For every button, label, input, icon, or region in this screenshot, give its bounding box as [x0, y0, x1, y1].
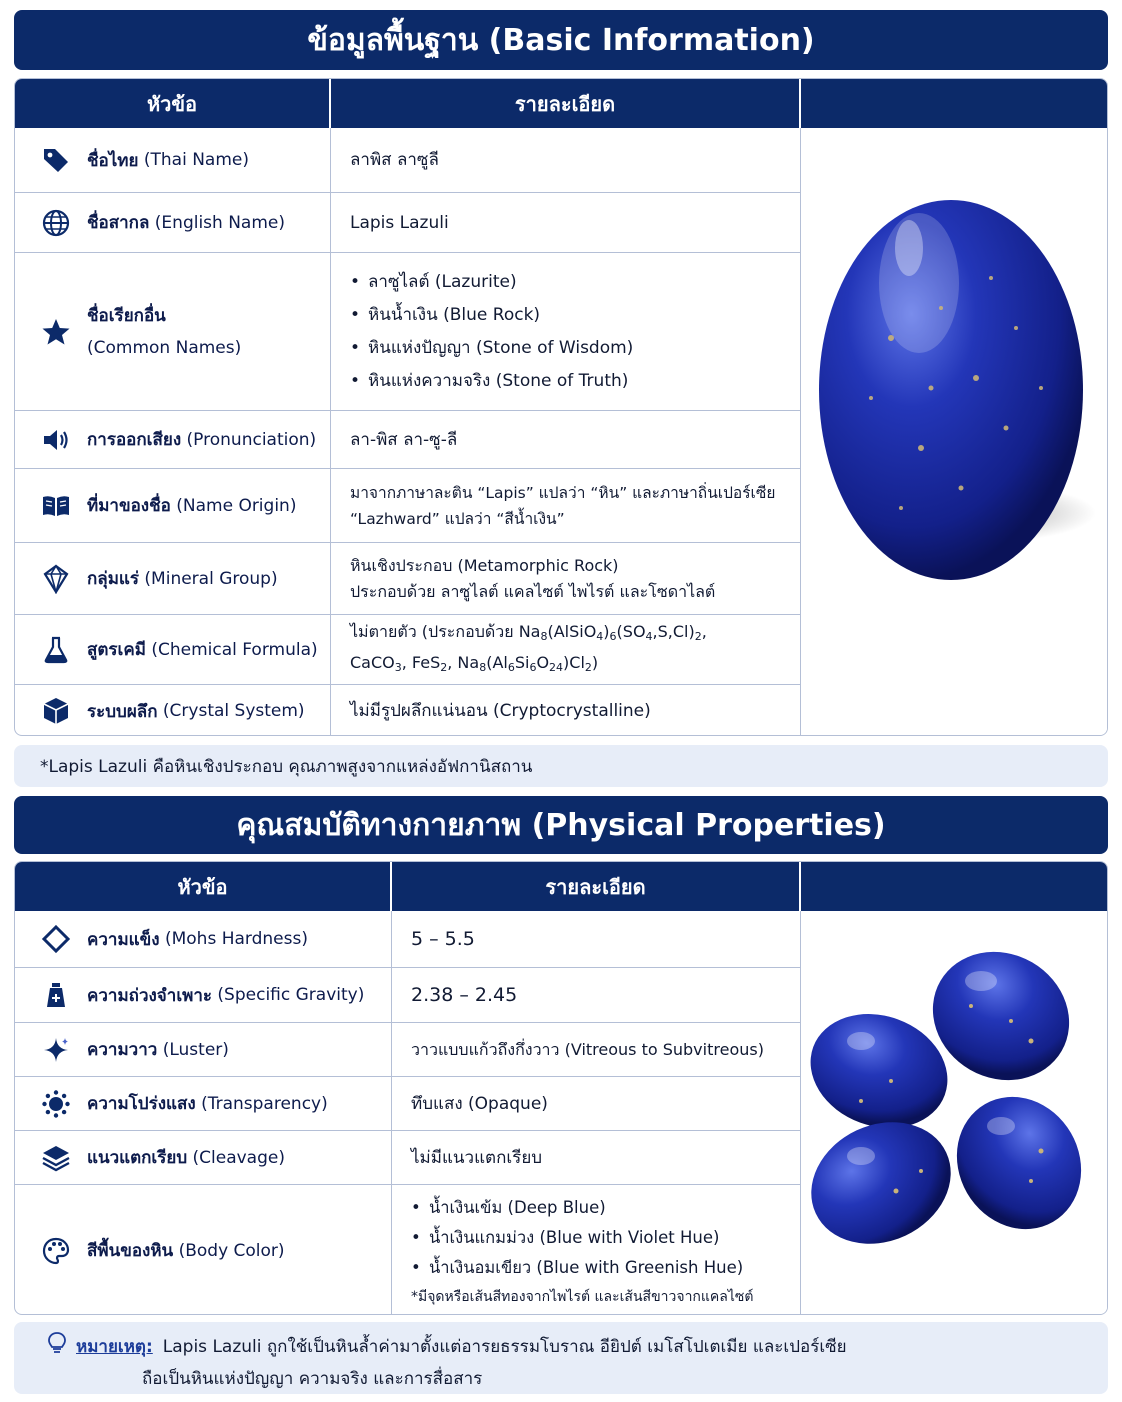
cube-icon	[39, 694, 73, 728]
col-detail-header: รายละเอียด	[392, 862, 801, 911]
table-row	[15, 1185, 801, 1315]
table-row	[15, 1077, 801, 1131]
note-box	[14, 1322, 1108, 1394]
label-body-color: สีพื้นของหิน (Body Color)	[15, 1185, 392, 1315]
table-row	[15, 685, 801, 736]
label-hardness: ความแข็ง (Mohs Hardness)	[15, 911, 392, 967]
note-text-line1: Lapis Lazuli ถูกใช้เป็นหินล้ำค่ามาตั้งแต่อารยธรรมโบราณ อียิปต์ เมโสโปเตเมีย และเปอร์เซีย	[162, 1337, 847, 1357]
col-photo-header	[801, 79, 1107, 128]
label-luster: ความวาว (Luster)	[15, 1023, 392, 1076]
table-row	[15, 128, 801, 193]
label-chemical-formula: สูตรเคมี (Chemical Formula)	[15, 615, 331, 684]
value-english-name: Lapis Lazuli	[331, 193, 801, 252]
lapis-stones-photo	[801, 911, 1107, 1314]
table-row	[15, 193, 801, 253]
sparkle-icon	[39, 1033, 73, 1067]
label-pronunciation: การออกเสียง (Pronunciation)	[15, 411, 331, 468]
col-photo-header	[801, 862, 1107, 911]
value-name-origin: มาจากภาษาละติน “Lapis” แปลว่า “หิน” และภาษาถิ่นเปอร์เซีย “Lazhward” แปลว่า “สีน้ำเงิน”	[331, 469, 801, 542]
col-topic-header: หัวข้อ	[15, 862, 392, 911]
value-pronunciation: ลา-พิส ลา-ซู-ลี	[331, 411, 801, 468]
label-cleavage: แนวแตกเรียบ (Cleavage)	[15, 1131, 392, 1184]
table-header	[15, 79, 1107, 128]
body-color-subnote: *มีจุดหรือเส้นสีทองจากไพไรต์ และเส้นสีขาวจากแคลไซต์	[411, 1288, 754, 1305]
lapis-stone-photo	[801, 128, 1107, 735]
value-common-names	[331, 253, 801, 410]
label-thai-name: ชื่อไทย (Thai Name)	[15, 128, 331, 192]
label-mineral-group: กลุ่มแร่ (Mineral Group)	[15, 543, 331, 614]
value-specific-gravity: 2.38 – 2.45	[392, 968, 801, 1022]
col-topic-header: หัวข้อ	[15, 79, 331, 128]
table-row	[15, 253, 801, 411]
list-item: • น้ำเงินแกมม่วง (Blue with Violet Hue)	[411, 1223, 792, 1253]
table-row	[15, 911, 801, 968]
globe-icon	[39, 206, 73, 240]
basic-info-title: ข้อมูลพื้นฐาน (Basic Information)	[14, 10, 1108, 70]
sun-icon	[39, 1087, 73, 1121]
label-specific-gravity: ความถ่วงจำเพาะ (Specific Gravity)	[15, 968, 392, 1022]
table-row	[15, 615, 801, 685]
table-row	[15, 469, 801, 543]
value-thai-name: ลาพิส ลาซูลี	[331, 128, 801, 192]
label-transparency: ความโปร่งแสง (Transparency)	[15, 1077, 392, 1130]
label-crystal-system: ระบบผลึก (Crystal System)	[15, 685, 331, 736]
value-hardness: 5 – 5.5	[392, 911, 801, 967]
value-body-color	[392, 1185, 801, 1315]
diamond-outline-icon	[39, 922, 73, 956]
book-icon	[39, 489, 73, 523]
weight-icon	[39, 978, 73, 1012]
note-heading: หมายเหตุ:	[76, 1337, 153, 1357]
label-common-names: ชื่อเรียกอื่น (Common Names)	[15, 253, 331, 410]
speaker-icon	[39, 423, 73, 457]
star-icon	[39, 315, 73, 349]
list-item: • หินน้ำเงิน (Blue Rock)	[350, 299, 792, 332]
value-cleavage: ไม่มีแนวแตกเรียบ	[392, 1131, 801, 1184]
lightbulb-icon	[48, 1332, 68, 1364]
physical-properties-table	[14, 861, 1108, 1315]
table-row	[15, 968, 801, 1023]
table-row	[15, 1023, 801, 1077]
flask-icon	[39, 633, 73, 667]
col-detail-header: รายละเอียด	[331, 79, 801, 128]
value-crystal-system: ไม่มีรูปผลึกแน่นอน (Cryptocrystalline)	[331, 685, 801, 736]
list-item: • หินแห่งความจริง (Stone of Truth)	[350, 365, 792, 398]
value-luster: วาวแบบแก้วถึงกึ่งวาว (Vitreous to Subvitreous)	[392, 1023, 801, 1076]
value-transparency: ทึบแสง (Opaque)	[392, 1077, 801, 1130]
table-row	[15, 543, 801, 615]
label-english-name: ชื่อสากล (English Name)	[15, 193, 331, 252]
basic-info-table	[14, 78, 1108, 736]
value-mineral-group: หินเชิงประกอบ (Metamorphic Rock) ประกอบด้วย ลาซูไลต์ แคลไซต์ ไพไรต์ และโซดาไลต์	[331, 543, 801, 614]
list-item: • ลาซูไลต์ (Lazurite)	[350, 266, 792, 299]
layers-icon	[39, 1141, 73, 1175]
list-item: • น้ำเงินเข้ม (Deep Blue)	[411, 1193, 792, 1223]
physical-properties-title: คุณสมบัติทางกายภาพ (Physical Properties)	[14, 796, 1108, 854]
label-name-origin: ที่มาของชื่อ (Name Origin)	[15, 469, 331, 542]
value-chemical-formula: ไม่ตายตัว (ประกอบด้วย $Na_8(AlSiO_4)_6(SO_4,S,Cl)_2$, CaCO$_3$, FeS$_2$, $Na_8(Al_6Si_6O_{24})Cl_2$)	[331, 615, 801, 684]
list-item: • น้ำเงินอมเขียว (Blue with Greenish Hue)	[411, 1253, 792, 1283]
basic-info-footnote: *Lapis Lazuli คือหินเชิงประกอบ คุณภาพสูงจากแหล่งอัฟกานิสถาน	[14, 745, 1108, 787]
table-row	[15, 1131, 801, 1185]
palette-icon	[39, 1234, 73, 1268]
table-header	[15, 862, 1107, 911]
gem-icon	[39, 562, 73, 596]
tag-icon	[39, 143, 73, 177]
table-row	[15, 411, 801, 469]
note-text-line2: ถือเป็นหินแห่งปัญญา ความจริง และการสื่อสาร	[142, 1369, 483, 1389]
list-item: • หินแห่งปัญญา (Stone of Wisdom)	[350, 332, 792, 365]
